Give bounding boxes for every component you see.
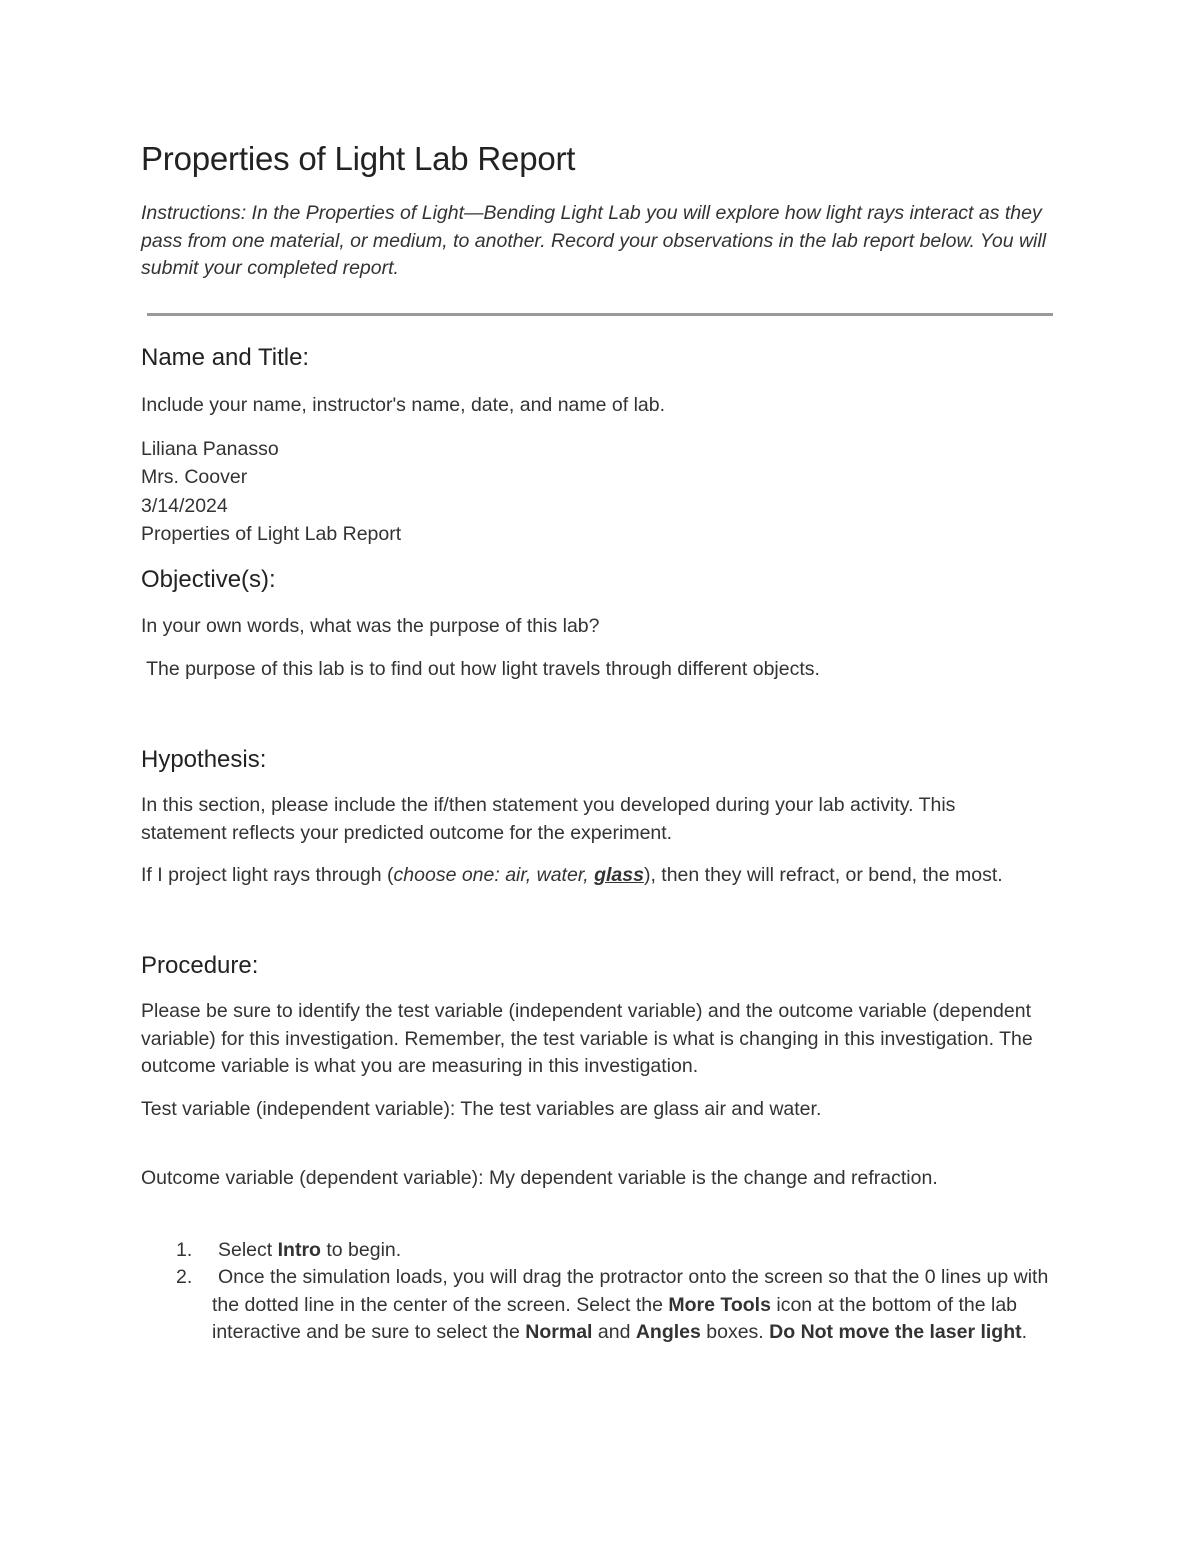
outcome-variable bbox=[141, 1165, 938, 1193]
hypothesis-heading: Hypothesis: bbox=[141, 746, 267, 773]
step-text-part: . bbox=[1021, 1321, 1028, 1343]
hypothesis-choice-prompt: choose one: air, water, bbox=[393, 864, 595, 886]
hypothesis-statement bbox=[141, 862, 1003, 890]
step-bold-term: Do Not move the laser light bbox=[769, 1321, 1022, 1343]
hypothesis-prompt: In this section, please include the if/then statement you developed during your lab activity. This statement reflects your predicted outcome for the experiment. bbox=[141, 794, 956, 844]
step-text bbox=[212, 1237, 1054, 1265]
step-bold-term: Normal bbox=[525, 1321, 593, 1343]
step-text-part: and bbox=[592, 1321, 636, 1343]
procedure-steps bbox=[141, 1237, 1056, 1377]
outcome-variable-answer: My dependent variable is the change and refraction. bbox=[483, 1167, 938, 1189]
outcome-variable-label: Outcome variable (dependent variable): bbox=[141, 1167, 484, 1189]
lab-name: Properties of Light Lab Report bbox=[141, 522, 402, 545]
objective-answer: The purpose of this lab is to find out how light travels through different objects. bbox=[141, 658, 820, 680]
name-title-answer bbox=[141, 435, 401, 548]
step-text-part: boxes. bbox=[700, 1321, 770, 1343]
step-text-part: Select bbox=[218, 1239, 278, 1261]
step-text-part: to begin. bbox=[320, 1239, 402, 1261]
procedure-step bbox=[141, 1237, 1056, 1265]
step-bold-term: Intro bbox=[277, 1239, 321, 1261]
name-title-heading: Name and Title: bbox=[141, 344, 310, 371]
procedure-step bbox=[141, 1264, 1056, 1376]
student-name: Liliana Panasso bbox=[141, 438, 279, 460]
procedure-prompt: Please be sure to identify the test variable (independent variable) and the outcome variable (dependent variable) for this investigation. Remember, the test variable is what is changing in this investigation. The outcome variable is what you are measuring in this investigation. bbox=[141, 1000, 1033, 1077]
step-number: 2. bbox=[176, 1266, 193, 1288]
step-bold-term: More Tools bbox=[668, 1293, 771, 1316]
name-title-prompt: Include your name, instructor's name, date, and name of lab. bbox=[141, 394, 666, 416]
instructions-text: Instructions: In the Properties of Light—Bending Light Lab you will explore how light rays interact as they pass from one material, or medium, to another. Record your observations in the lab report below. You will submit your completed report. bbox=[141, 202, 1047, 279]
hypothesis-statement-end: ), then they will refract, or bend, the most. bbox=[643, 864, 1003, 886]
test-variable bbox=[141, 1096, 821, 1124]
report-date: 3/14/2024 bbox=[141, 494, 228, 517]
step-text-part: icon at the bottom of the lab interactive and be sure to select the bbox=[212, 1293, 1018, 1343]
hypothesis-statement-start: If I project light rays through ( bbox=[141, 864, 394, 886]
test-variable-answer: The test variables are glass air and water. bbox=[455, 1098, 822, 1120]
hypothesis-selected-choice: glass bbox=[594, 864, 644, 886]
step-bold-term: Angles bbox=[635, 1321, 701, 1343]
step-text bbox=[212, 1264, 1054, 1347]
objective-heading: Objective(s): bbox=[141, 566, 276, 593]
document-title: Properties of Light Lab Report bbox=[141, 140, 576, 177]
procedure-heading: Procedure: bbox=[141, 952, 259, 979]
instructor-name: Mrs. Coover bbox=[141, 466, 248, 489]
objective-prompt: In your own words, what was the purpose of this lab? bbox=[141, 615, 600, 637]
test-variable-label: Test variable (independent variable): bbox=[141, 1098, 456, 1120]
step-text-part: Once the simulation loads, you will drag the protractor onto the screen so that the 0 lines up with the dotted line in the center of the screen. Select the bbox=[212, 1266, 1049, 1316]
horizontal-divider bbox=[147, 313, 1053, 316]
step-number: 1. bbox=[176, 1239, 193, 1261]
